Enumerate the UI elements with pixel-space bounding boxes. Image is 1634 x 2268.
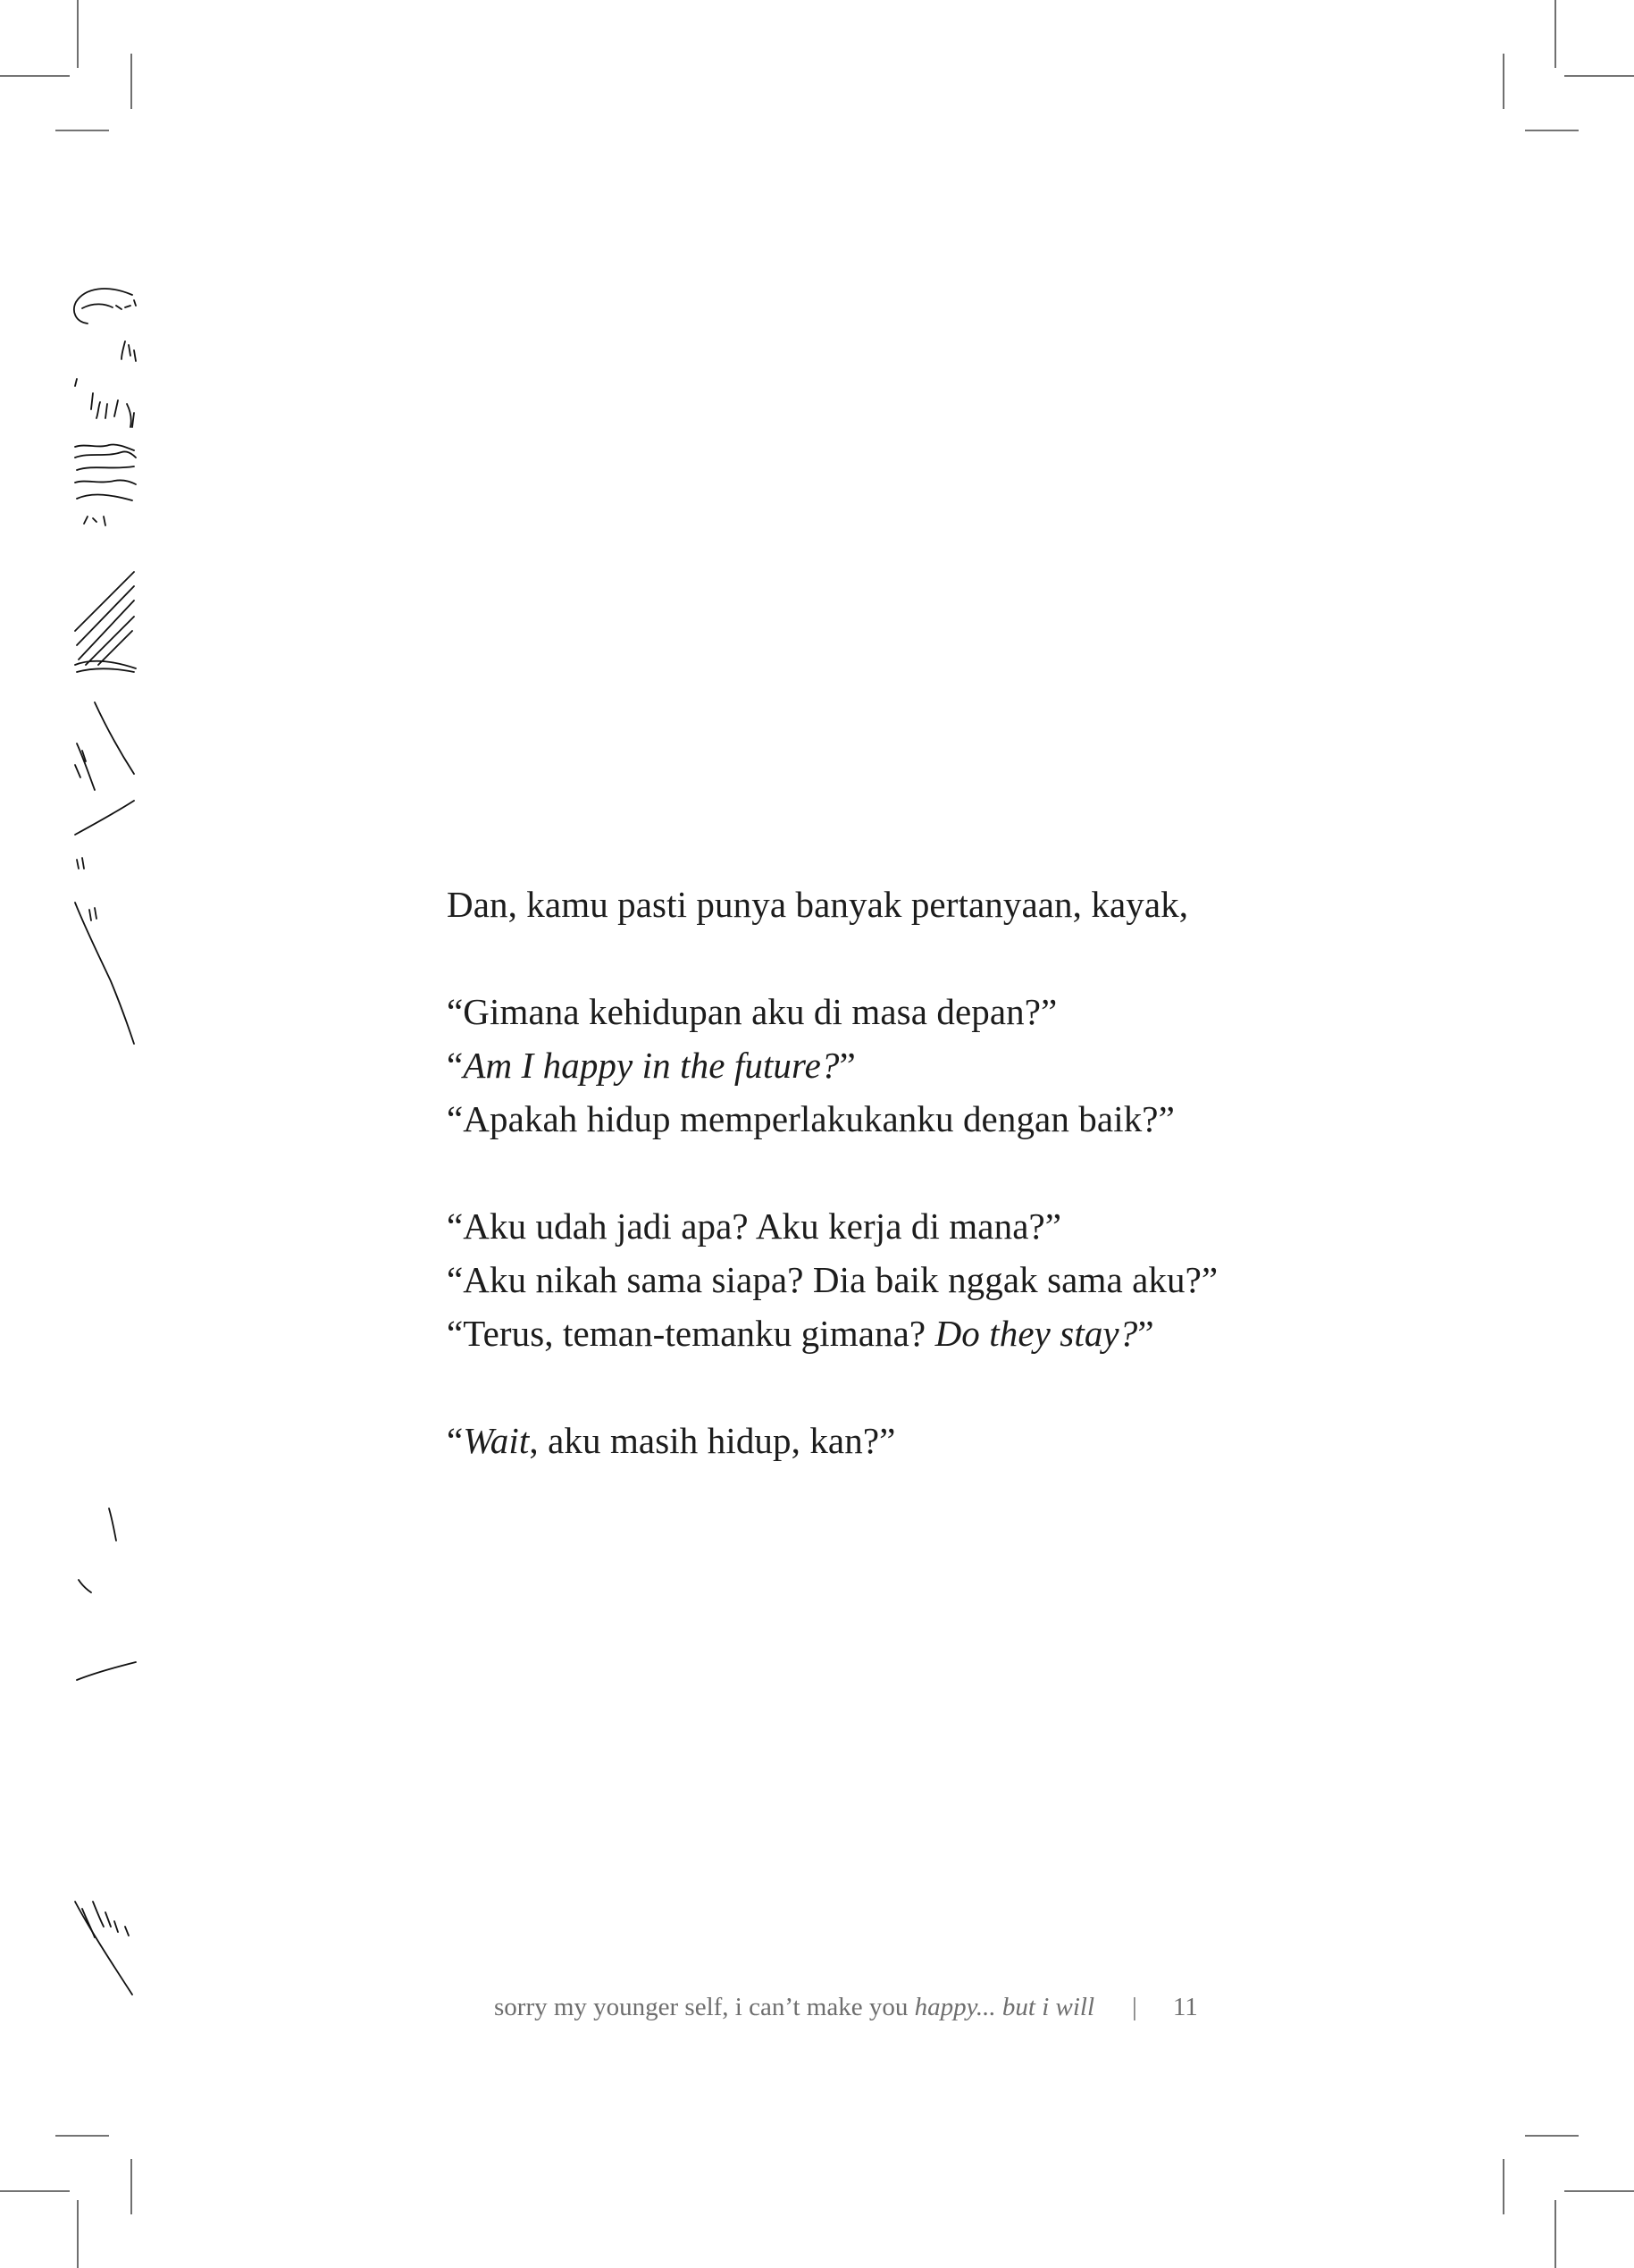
text-segment: Dan, kamu pasti punya banyak pertanyaan, kayak, bbox=[447, 884, 1189, 925]
footer-separator: | bbox=[1132, 1993, 1137, 2021]
text-segment: “ bbox=[447, 1045, 464, 1086]
text-segment: “Terus, teman-temanku gimana? bbox=[447, 1313, 935, 1354]
text-line bbox=[447, 1306, 1429, 1360]
text-line bbox=[447, 878, 1429, 931]
text-line bbox=[447, 1038, 1429, 1092]
running-title-italic: happy... but i will bbox=[914, 1993, 1095, 2021]
text-segment: ” bbox=[1137, 1313, 1154, 1354]
main-text bbox=[447, 878, 1429, 1467]
text-line bbox=[447, 1253, 1429, 1306]
text-segment: “Gimana kehidupan aku di masa depan?” bbox=[447, 991, 1058, 1032]
text-segment: “Aku udah jadi apa? Aku kerja di mana?” bbox=[447, 1205, 1062, 1247]
stanza bbox=[447, 985, 1429, 1146]
text-segment: “Apakah hidup memperlakukanku dengan baik?” bbox=[447, 1098, 1175, 1139]
italic-phrase: Do they stay? bbox=[934, 1313, 1138, 1354]
italic-phrase: Wait bbox=[463, 1420, 530, 1461]
text-line bbox=[447, 985, 1429, 1038]
text-line bbox=[447, 1199, 1429, 1253]
running-title: sorry my younger self, i can’t make you bbox=[494, 1993, 915, 2021]
text-line bbox=[447, 1414, 1429, 1467]
text-segment: “Aku nikah sama siapa? Dia baik nggak sama aku?” bbox=[447, 1259, 1219, 1300]
running-footer bbox=[494, 1989, 1198, 2025]
text-line bbox=[447, 1092, 1429, 1146]
text-segment: “ bbox=[447, 1420, 464, 1461]
page-number: 11 bbox=[1172, 1993, 1198, 2021]
stanza bbox=[447, 1199, 1429, 1360]
stanza bbox=[447, 1414, 1429, 1467]
italic-phrase: Am I happy in the future? bbox=[463, 1045, 840, 1086]
stanza bbox=[447, 878, 1429, 931]
text-segment: ” bbox=[839, 1045, 856, 1086]
text-segment: , aku masih hidup, kan?” bbox=[529, 1420, 896, 1461]
